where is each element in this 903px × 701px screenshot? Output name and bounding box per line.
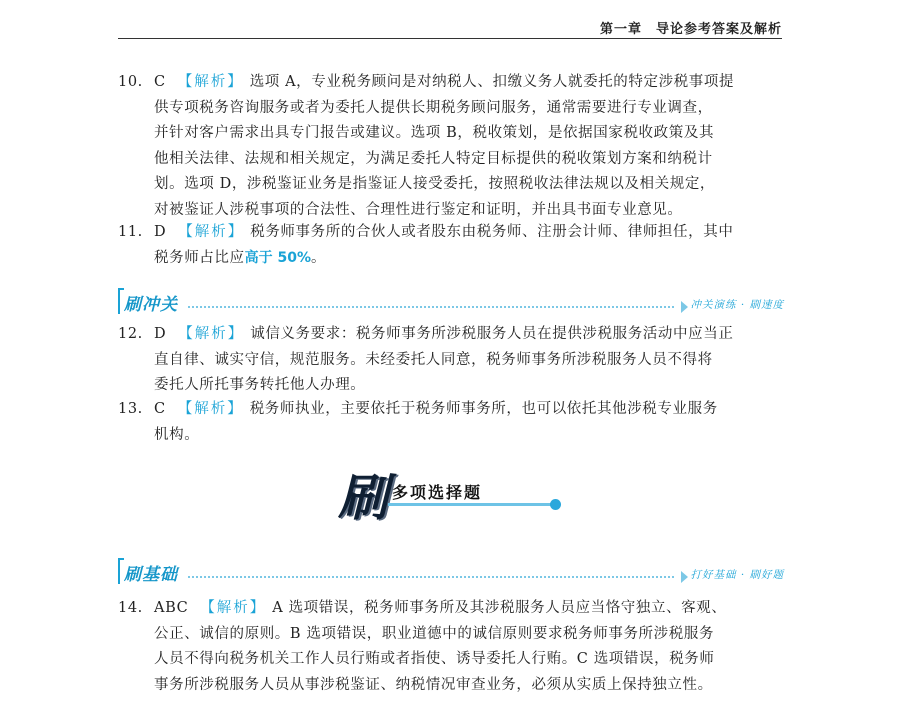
analysis-text: 选项 A，专业税务顾问是对纳税人、扣缴义务人就委托的特定涉税事项提	[249, 74, 735, 90]
analysis-text: 税务师事务所的合伙人或者股东由税务师、注册会计师、律师担任，其中	[250, 224, 734, 240]
arrow-icon	[681, 571, 688, 583]
answer-letter: C	[154, 401, 166, 417]
analysis-text: 税务师占比应	[154, 249, 245, 266]
multiple-choice-banner	[338, 460, 568, 530]
analysis-text: 划。选项 D，涉税鉴证业务是指鉴证人接受委托，按照税收法律法规以及相关规定，	[154, 176, 716, 192]
question-number: 14.	[118, 600, 143, 616]
dotted-divider	[188, 576, 674, 578]
analysis-text: 机构。	[154, 426, 200, 443]
analysis-text: 委托人所托事务转托他人办理。	[154, 377, 366, 393]
section-subtitle: 打好基础 · 刷好题	[690, 569, 784, 581]
analysis-text: 税务师执业，主要依托于税务师事务所，也可以依托其他涉税专业服务	[249, 401, 718, 417]
highlight-text: 高于 50%	[244, 249, 311, 266]
banner-dot-icon	[550, 499, 561, 510]
brush-glyph: 刷	[338, 468, 388, 527]
analysis-text: 直自律、诚实守信，规范服务。未经委托人同意，税务师事务所涉税服务人员不得将	[154, 351, 713, 368]
section-chongguan	[118, 288, 784, 318]
analysis-text: 供专项税务咨询服务或者为委托人提供长期税务顾问服务，通常需要进行专业调查，	[154, 99, 713, 116]
analysis-tag: 【解析】	[200, 600, 267, 616]
analysis-text: 事务所涉税服务人员从事涉税鉴证、纳税情况审查业务，必须从实质上保持独立性。	[154, 676, 713, 693]
page-header	[118, 16, 782, 39]
question-number: 10.	[118, 74, 143, 90]
question-number: 12.	[118, 326, 143, 342]
analysis-tag: 【解析】	[177, 74, 244, 90]
section-subtitle: 冲关演练 · 刷速度	[690, 299, 784, 311]
answer-letter: D	[154, 326, 167, 342]
question-number: 11.	[118, 224, 143, 240]
analysis-text: 对被鉴证人涉税事项的合法性、合理性进行鉴定和证明，并出具书面专业意见。	[154, 201, 683, 218]
question-11	[118, 220, 784, 271]
analysis-text: 人员不得向税务机关工作人员行贿或者指使、诱导委托人行贿。C 选项错误，税务师	[154, 651, 715, 667]
section-jichu	[118, 558, 784, 588]
analysis-text: 公正、诚信的原则。B 选项错误，职业道德中的诚信原则要求税务师事务所涉税服务	[154, 625, 715, 642]
analysis-tag: 【解析】	[177, 401, 244, 417]
analysis-text: A 选项错误，税务师事务所及其涉税服务人员应当恪守独立、客观、	[272, 600, 727, 616]
question-12	[118, 322, 784, 399]
question-number: 13.	[118, 401, 143, 417]
answer-letter: C	[154, 74, 166, 90]
banner-underline	[388, 503, 554, 506]
question-13	[118, 397, 784, 448]
question-14	[118, 596, 784, 698]
answer-letter: D	[154, 224, 167, 240]
arrow-icon	[681, 301, 688, 313]
banner-title: 多项选择题	[392, 483, 483, 502]
dotted-divider	[188, 306, 674, 308]
answer-letter: ABC	[154, 600, 189, 616]
analysis-text: 。	[311, 249, 327, 266]
section-title: 刷基础	[124, 565, 178, 585]
chapter-title: 第一章 导论参考答案及解析	[599, 22, 782, 37]
analysis-text: 并针对客户需求出具专门报告或建议。选项 B，税收策划，是依据国家税收政策及其	[154, 125, 715, 141]
analysis-text: 他相关法律、法规和相关规定，为满足委托人特定目标提供的税收策划方案和纳税计	[154, 150, 713, 167]
analysis-text: 诚信义务要求：税务师事务所涉税服务人员在提供涉税服务活动中应当正	[250, 326, 734, 342]
section-title: 刷冲关	[124, 295, 178, 315]
question-10	[118, 70, 784, 223]
analysis-tag: 【解析】	[178, 326, 245, 342]
analysis-tag: 【解析】	[178, 224, 245, 240]
